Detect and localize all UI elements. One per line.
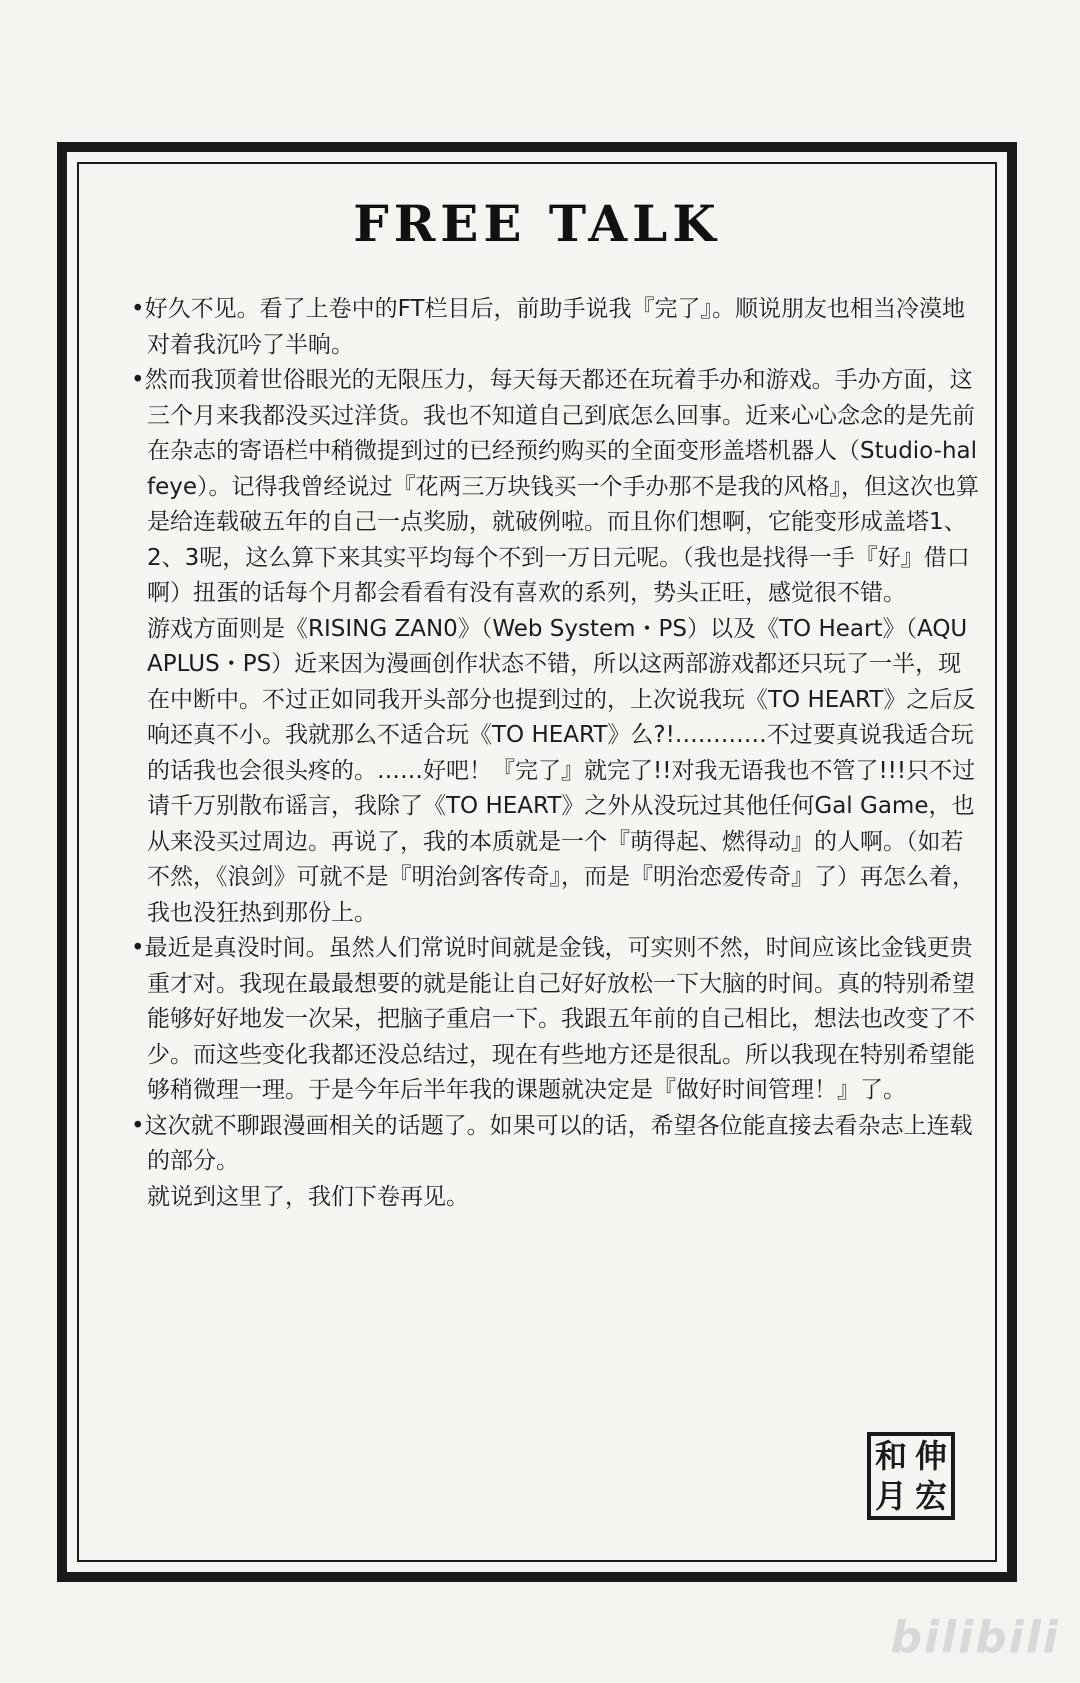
- paragraph-1: •好久不见。看了上卷中的FT栏目后，前助手说我『完了』。顺说朋友也相当冷漠地对着我沉吟了半晌。: [131, 296, 965, 358]
- author-seal-stamp: [867, 1432, 955, 1520]
- paragraph-5: •这次就不聊跟漫画相关的话题了。如果可以的话，希望各位能直接去看杂志上连载的部分。: [131, 1112, 973, 1174]
- inner-border: [77, 162, 997, 1562]
- bilibili-watermark: bilibili: [890, 1612, 1060, 1663]
- paragraph-3: 游戏方面则是《RISING ZAN0》（Web System・PS）以及《TO Heart》（AQUAPLUS・PS）近来因为漫画创作状态不错，所以这两部游戏都还只玩了一半，现在中断中。不过正如同我开头部分也提到过的，上次说我玩《TO HEART》之后反响还真不小。我就那么不适合玩《TO HEART》么?!…………不过要真说我适合玩的话我也会很头疼的。……好吧！『完了』就完了!!对我无语我也不管了!!!只不过请千万别散布谣言，我除了《TO HEART》之外从没玩过其他任何Gal Game，也从来没买过周边。再说了，我的本质就是一个『萌得起、燃得动』的人啊。（如若不然，《浪剑》可就不是『明治剑客传奇』，而是『明治恋爱传奇』了）再怎么着，我也没狂热到那份上。: [147, 615, 976, 926]
- free-talk-body: [131, 292, 981, 1215]
- seal-char-bottom-left: 月: [874, 1477, 907, 1515]
- seal-char-bottom-right: 宏: [914, 1477, 947, 1515]
- seal-char-top-right: 伸: [914, 1437, 947, 1475]
- seal-char-top-left: 和: [874, 1437, 907, 1475]
- page-frame: [57, 142, 1017, 1582]
- paragraph-6: 就说到这里了，我们下卷再见。: [147, 1183, 469, 1210]
- paragraph-4: •最近是真没时间。虽然人们常说时间就是金钱，可实则不然，时间应该比金钱更贵重才对。我现在最最想要的就是能让自己好好放松一下大脑的时间。真的特别希望能够好好地发一次呆，把脑子重启一下。我跟五年前的自己相比，想法也改变了不少。而这些变化我都还没总结过，现在有些地方还是很乱。所以我现在特别希望能够稍微理一理。于是今年后半年我的课题就决定是『做好时间管理！』了。: [131, 935, 975, 1103]
- page-title: FREE TALK: [353, 194, 721, 253]
- paragraph-2: •然而我顶着世俗眼光的无限压力，每天每天都还在玩着手办和游戏。手办方面，这三个月来我都没买过洋货。我也不知道自己到底怎么回事。近来心心念念的是先前在杂志的寄语栏中稍微提到过的已经预约购买的全面变形盖塔机器人（Studio-halfeye）。记得我曾经说过『花两三万块钱买一个手办那不是我的风格』，但这次也算是给连载破五年的自己一点奖励，就破例啦。而且你们想啊，它能变形成盖塔1、2、3呢，这么算下来其实平均每个不到一万日元呢。（我也是找得一手『好』借口啊）扭蛋的话每个月都会看看有没有喜欢的系列，势头正旺，感觉很不错。: [131, 367, 980, 606]
